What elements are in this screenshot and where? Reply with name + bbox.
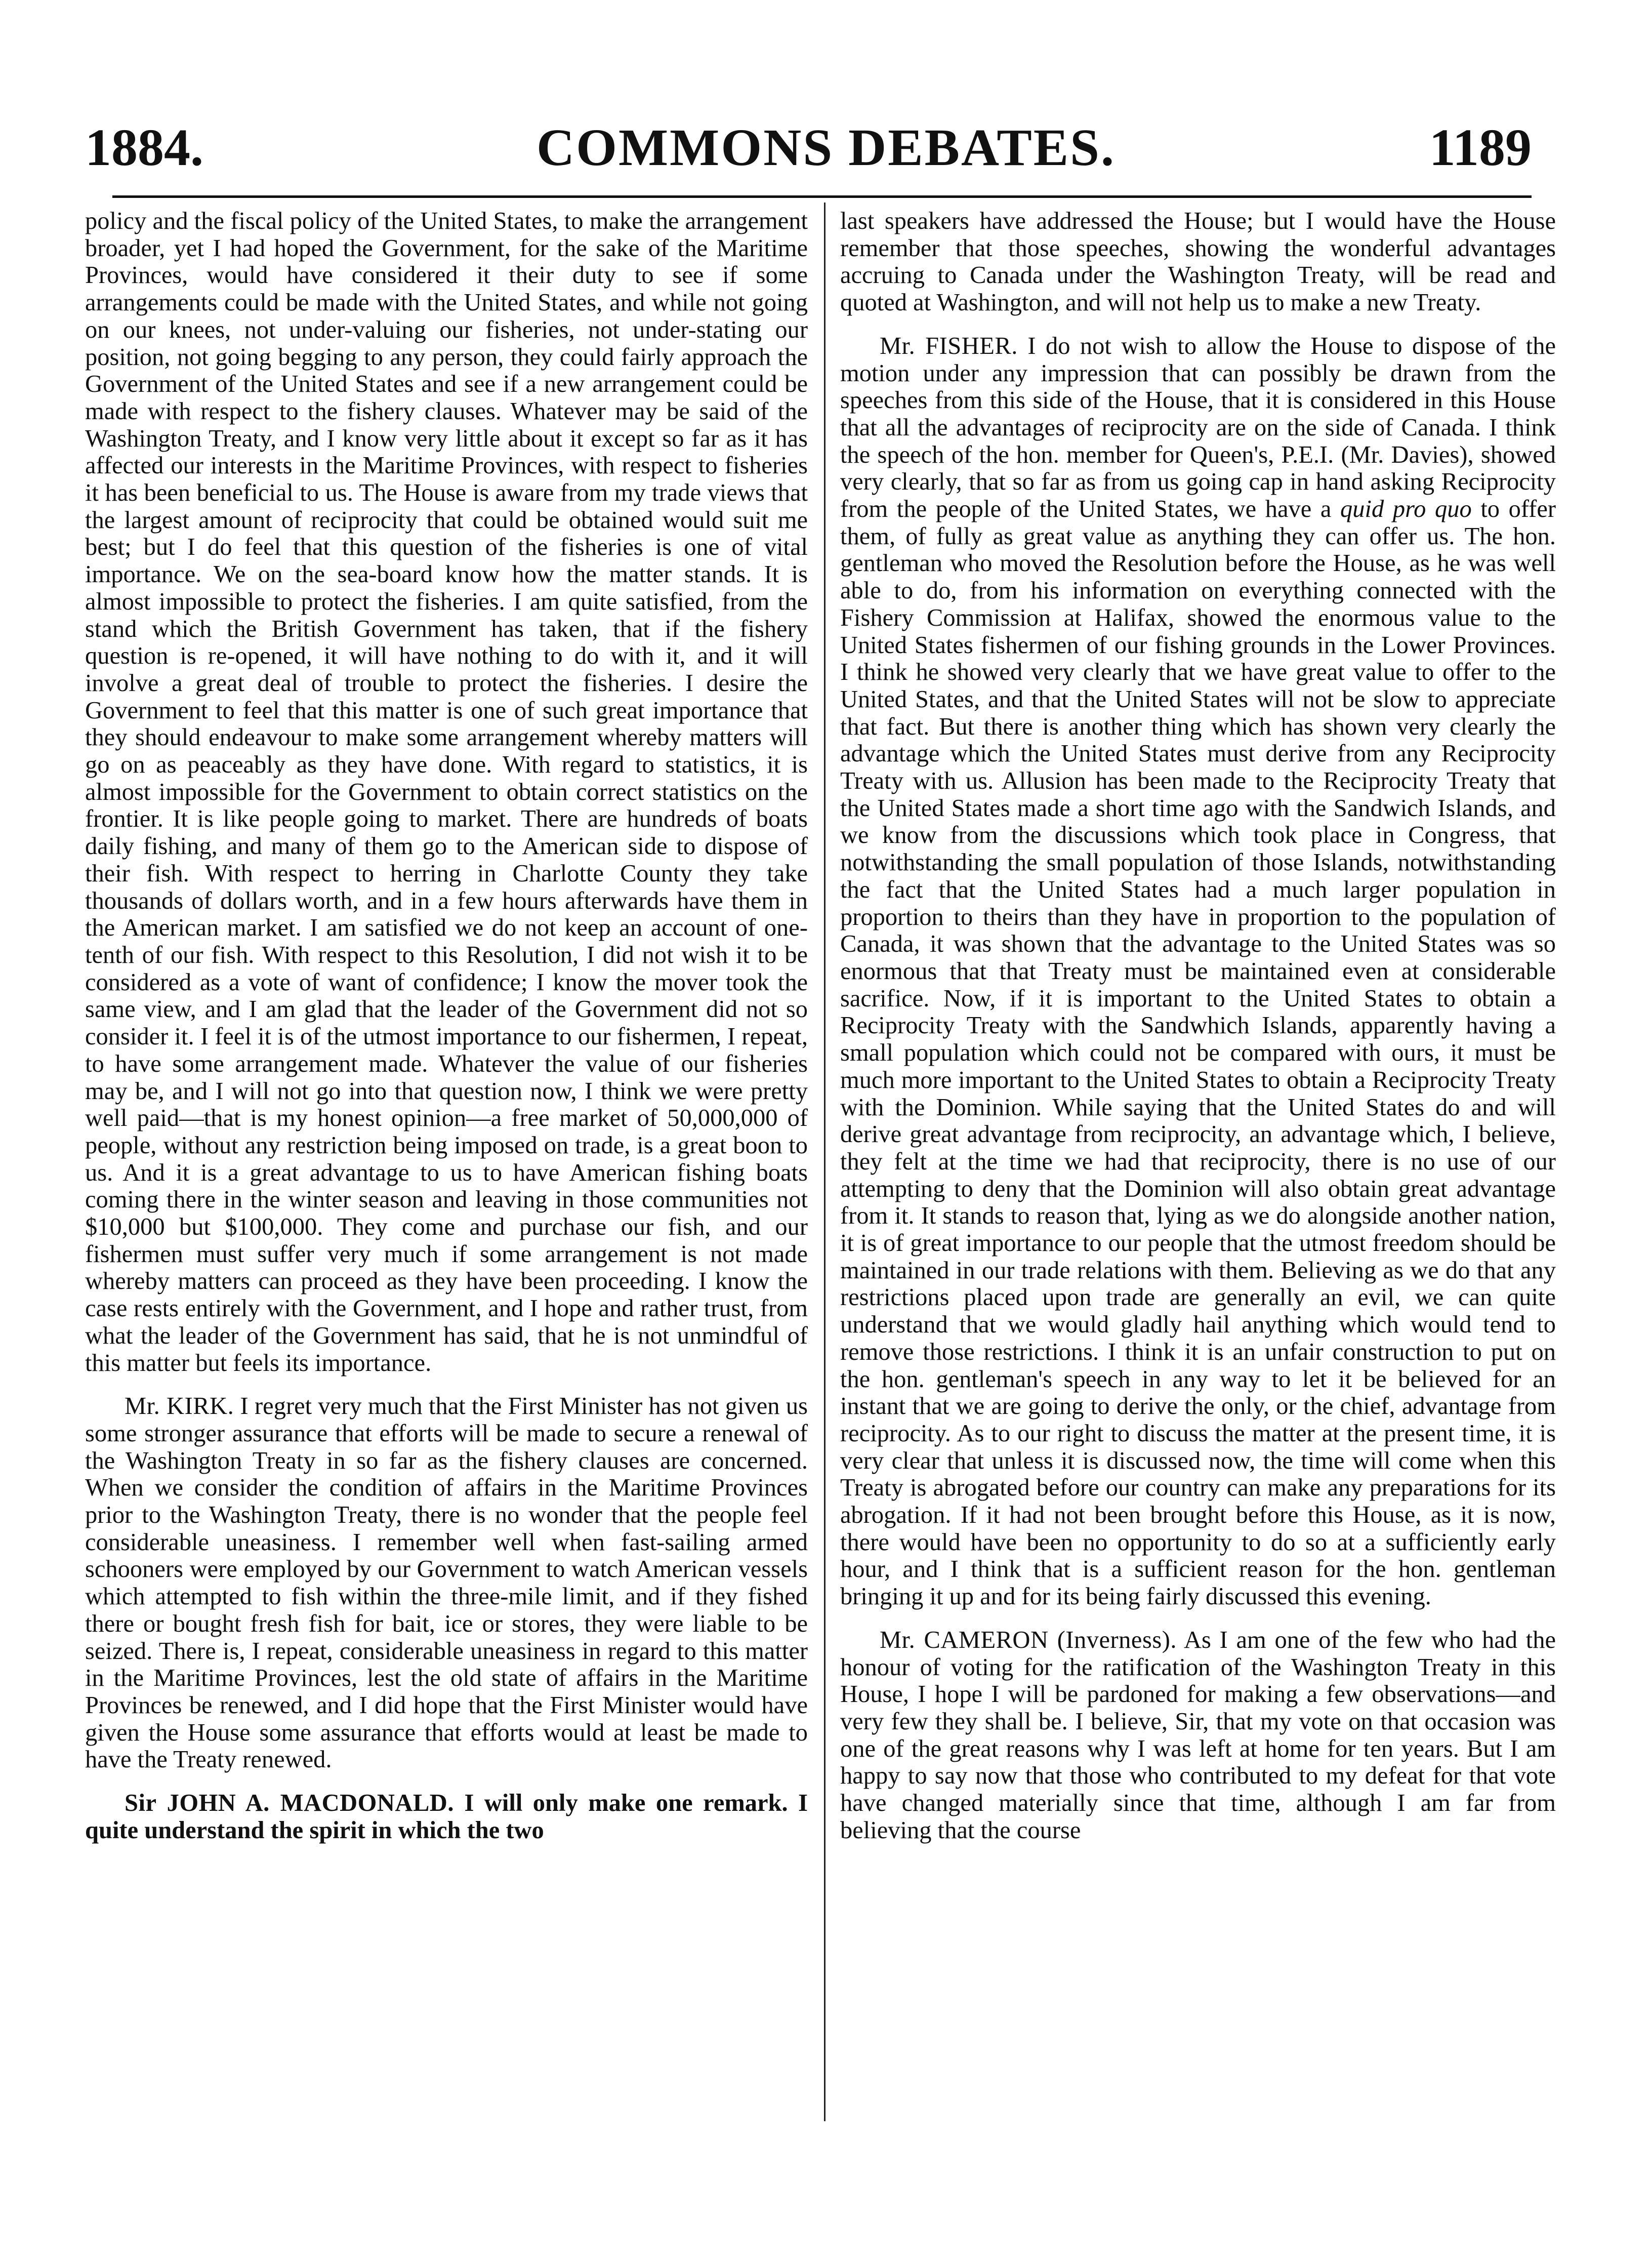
speech-text: I will only make one remark. I quite understand the spirit in which the two [85, 1790, 808, 1844]
speech-fisher [840, 333, 1556, 1610]
header-title: COMMONS DEBATES. [536, 118, 1116, 177]
speech-macdonald [85, 1790, 808, 1844]
header-rule [112, 195, 1532, 198]
paragraph: policy and the fiscal policy of the United States, to make the arrangement broader, yet I had hoped the Government, for the sake of the Maritime Provinces, would have considered it their duty to see if some arrangements could be made with the United States, and while not going on our knees, not under-valuing our fisheries, not under-stating our position, not going begging to any person, they could fairly approach the Government of the United States and see if a new arrangement could be made with respect to the fishery clauses. Whatever may be said of the Washington Treaty, and I know very little about it except so far as it has affected our interests in the Maritime Provinces, with respect to fisheries it has been beneficial to us. The House is aware from my trade views that the largest amount of reciprocity that could be obtained would suit me best; but I do feel that this question of the fisheries is one of vital importance. We on the sea-board know how the matter stands. It is almost impossible to protect the fisheries. I am quite satisfied, from the stand which the British Government has taken, that if the fishery question is re-opened, it will have nothing to do with it, and it will involve a great deal of trouble to protect the fisheries. I desire the Government to feel that this matter is one of such great importance that they should endeavour to make some arrangement whereby matters will go on as peaceably as they have done. With regard to statistics, it is almost impossible for the Government to obtain correct statistics on the frontier. It is like people going to market. There are hundreds of boats daily fishing, and many of them go to the American side to dispose of their fish. With respect to herring in Charlotte County they take thousands of dollars worth, and in a few hours afterwards have them in the American market. I am satisfied we do not keep an account of one-tenth of our fish. With respect to this Resolution, I did not wish it to be considered as a vote of want of confidence; I know the mover took the same view, and I am glad that the leader of the Government did not so consider it. I feel it is of the utmost importance to our fishermen, I repeat, to have some arrangement made. Whatever the value of our fisheries may be, and I will not go into that question now, I think we were pretty well paid—that is my honest opinion—a free market of 50,000,000 of people, without any restriction being imposed on trade, is a great boon to us. And it is a great advantage to us to have American fishing boats coming there in the winter season and leaving in those communities not $10,000 but $100,000. They come and purchase our fish, and our fishermen must suffer very much if some arrangement is not made whereby matters can proceed as they have been proceeding. I know the case rests entirely with the Government, and I hope and rather trust, from what the leader of the Government has said, that he is not unmindful of this matter but feels its importance. [85, 208, 808, 1376]
speaker-name: Sir JOHN A. MACDONALD. [125, 1790, 454, 1817]
left-column [85, 208, 808, 1860]
speaker-name: Mr. KIRK. [125, 1393, 234, 1420]
speaker-name: Mr. FISHER. [880, 332, 1018, 359]
speech-text: to offer them, of fully as great value as anything they can offer us. The hon. gentleman who moved the Resolution before the House, as he was well able to do, from his information on everything connected with the Fishery Commission at Halifax, showed the enormous value to the United States fishermen of our fishing grounds in the Lower Provinces. I think he showed very clearly that we have great value to offer to the United States, and that the United States will not be slow to appreciate that fact. But there is another thing which has shown very clearly the advantage which the United States must derive from any Reciprocity Treaty with us. Allusion has been made to the Reciprocity Treaty that the United States made a short time ago with the Sandwich Islands, and we know from the discussions which took place in Congress, that notwithstanding the small population of those Islands, notwithstanding the fact that the United States had a much larger population in proportion to theirs than they have in proportion to the population of Canada, it was shown that the advantage to the United States was so enormous that that Treaty must be maintained even at considerable sacrifice. Now, if it is important to the United States to obtain a Reciprocity Treaty with the Sandwhich Islands, apparently having a small population which could not be compared with ours, it must be much more important to the United States to obtain a Reciprocity Treaty with the Dominion. While saying that the United States do and will derive great advantage from reciprocity, an advantage which, I believe, they felt at the time we had that reciprocity, there is no use of our attempting to deny that the Dominion will also obtain great advantage from it. It stands to reason that, lying as we do alongside another nation, it is of great importance to our people that the utmost freedom should be maintained in our trade relations with them. Believing as we do that any restrictions placed upon trade are generally an evil, we can quite understand that we would gladly hail anything which would tend to remove those restrictions. I think it is an unfair construction to put on the hon. gentleman's speech in any way to let it be believed for an instant that we are going to derive the only, or the chief, advantage from reciprocity. As to our right to discuss the matter at the present time, it is very clear that unless it is discussed now, the time will come when this Treaty is abrogated before our country can make any preparations for its abrogation. If it had not been brought before this House, as it is now, there would have been no opportunity to do so at a sufficiently early hour, and I think that is a sufficient reason for the hon. gentleman bringing it up and for its being fairly discussed this evening. [840, 496, 1556, 1610]
right-column [840, 208, 1556, 1860]
header-page-number: 1189 [1429, 118, 1532, 177]
paragraph: last speakers have addressed the House; but I would have the House remember that those speeches, showing the wonderful advantages accruing to Canada under the Washington Treaty, will be read and quoted at Washington, and will not help us to make a new Treaty. [840, 208, 1556, 316]
speech-kirk [85, 1393, 808, 1773]
speech-text: As I am one of the few who had the honour of voting for the ratification of the Washington Treaty in this House, I hope I will be pardoned for making a few observations—and very few they shall be. I believe, Sir, that my vote on that occasion was one of the great reasons why I was left at home for ten years. But I am happy to say now that those who contributed to my defeat for that vote have changed materially since that time, although I am far from believing that the course [840, 1626, 1556, 1844]
column-divider [824, 202, 825, 2121]
speech-cameron [840, 1627, 1556, 1844]
speech-text: I regret very much that the First Minister has not given us some stronger assurance that efforts will be made to secure a renewal of the Washington Treaty in so far as the fishery clauses are concerned. When we consider the condition of affairs in the Maritime Provinces prior to the Washington Treaty, there is no wonder that the people feel considerable uneasiness. I remember well when fast-sailing armed schooners were employed by our Government to watch American vessels which attempted to fish within the three-mile limit, and if they fished there or bought fresh fish for bait, ice or stores, they were liable to be seized. There is, I repeat, considerable uneasiness in regard to this matter in the Maritime Provinces, lest the old state of affairs in the Maritime Provinces be renewed, and I did hope that the First Minister would have given the House some assurance that efforts would at least be made to have the Treaty renewed. [85, 1393, 808, 1773]
speaker-name: Mr. CAMERON (Inverness). [880, 1626, 1177, 1653]
header-year: 1884. [85, 118, 203, 177]
speech-text: I do not wish to allow the House to dispose of the motion under any impression that can possibly be drawn from the speeches from this side of the House, that it is considered in this House that all the advantages of reciprocity are on the side of Canada. I think the speech of the hon. member for Queen's, P.E.I. (Mr. Davies), showed very clearly, that so far as from us going cap in hand asking Reciprocity from the people of the United States, we have a [840, 332, 1556, 523]
speech-italic-phrase: quid pro quo [1340, 496, 1472, 523]
